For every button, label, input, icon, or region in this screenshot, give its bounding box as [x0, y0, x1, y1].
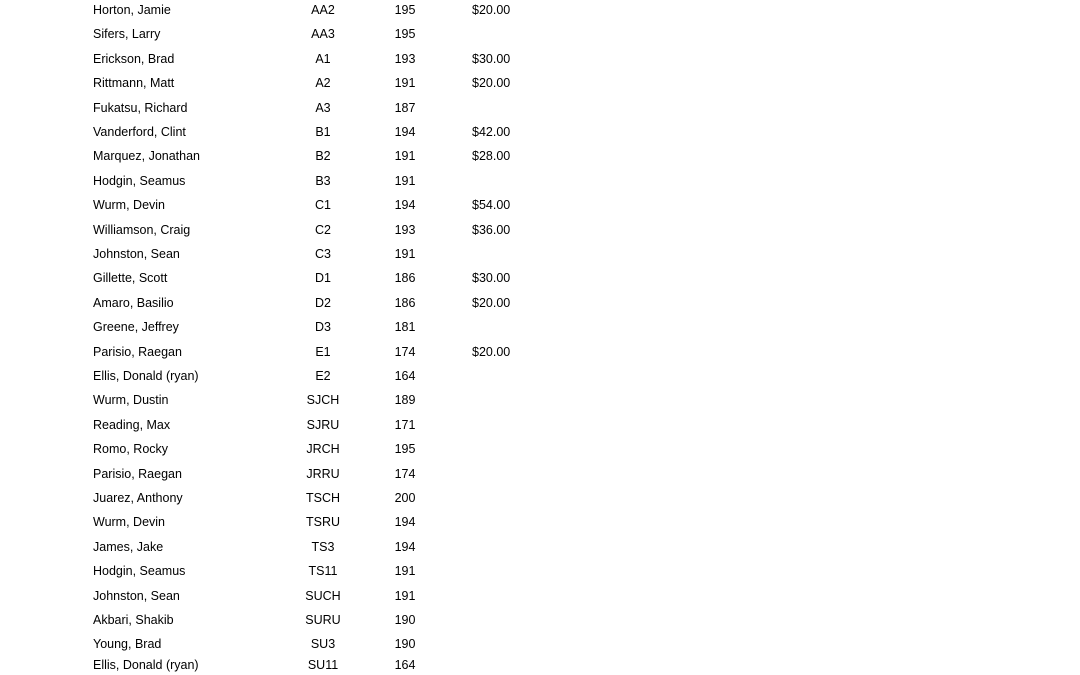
table-row	[0, 268, 1080, 288]
payout: $54.00	[472, 198, 511, 213]
score: 191	[394, 247, 416, 261]
payout	[472, 98, 542, 118]
payout	[472, 537, 542, 557]
table-row	[0, 415, 1080, 435]
score: 191	[394, 564, 416, 579]
shooter-name: Gillette, Scott	[93, 271, 168, 286]
score: 194	[394, 198, 416, 213]
shooter-name: Fukatsu, Richard	[93, 100, 188, 115]
payout	[472, 390, 542, 410]
payout	[472, 366, 542, 386]
shooter-name: Young, Brad	[93, 637, 162, 652]
score: 174	[394, 344, 416, 359]
table-row	[0, 655, 1080, 675]
score: 191	[394, 76, 416, 91]
table-row	[0, 464, 1080, 484]
score: 195	[394, 27, 416, 42]
score: 190	[394, 613, 416, 627]
payout: $20.00	[472, 295, 511, 310]
score: 195	[394, 3, 416, 17]
class-code: SURU	[305, 613, 341, 627]
class-code: B1	[315, 125, 331, 139]
payout: $20.00	[472, 76, 511, 91]
class-code: B3	[315, 173, 331, 188]
table-row	[0, 24, 1080, 44]
payout: $42.00	[472, 125, 511, 139]
score: 189	[394, 393, 416, 408]
shooter-name: Wurm, Devin	[93, 198, 166, 213]
payout	[472, 24, 542, 44]
class-code: A1	[315, 51, 331, 66]
class-code: C2	[315, 222, 331, 237]
class-code: A2	[315, 76, 331, 91]
table-row	[0, 49, 1080, 69]
shooter-name: Hodgin, Seamus	[93, 173, 186, 188]
table-row	[0, 73, 1080, 93]
table-row	[0, 610, 1080, 630]
class-code: B2	[315, 149, 331, 164]
shooter-name: Hodgin, Seamus	[93, 564, 186, 579]
class-code: E1	[315, 344, 331, 359]
table-row	[0, 146, 1080, 166]
score: 186	[394, 271, 416, 286]
class-code: JRCH	[306, 442, 340, 457]
table-row	[0, 0, 1080, 20]
table-row	[0, 293, 1080, 313]
shooter-name: Parisio, Raegan	[93, 344, 182, 359]
payout: $36.00	[472, 222, 511, 237]
table-row	[0, 586, 1080, 606]
score: 193	[394, 222, 416, 237]
score: 171	[394, 417, 416, 432]
class-code: AA3	[311, 27, 335, 42]
shooter-name: Juarez, Anthony	[93, 491, 183, 505]
shooter-name: Williamson, Craig	[93, 222, 191, 237]
shooter-name: Johnston, Sean	[93, 588, 180, 603]
class-code: SJRU	[306, 417, 340, 432]
payout	[472, 586, 542, 606]
payout	[472, 439, 542, 459]
score: 191	[394, 149, 416, 164]
shooter-name: Vanderford, Clint	[93, 125, 186, 139]
payout	[472, 561, 542, 581]
class-code: TS11	[308, 564, 338, 579]
class-code: C1	[315, 198, 331, 213]
score: 164	[394, 658, 416, 672]
shooter-name: James, Jake	[93, 539, 164, 554]
payout: $30.00	[472, 51, 511, 66]
payout	[472, 171, 542, 191]
payout	[472, 512, 542, 532]
class-code: SU3	[310, 637, 336, 652]
score: 194	[394, 125, 416, 139]
score: 181	[394, 320, 416, 335]
shooter-name: Ellis, Donald (ryan)	[93, 369, 199, 383]
class-code: D3	[315, 320, 331, 335]
class-code: TSRU	[305, 515, 341, 530]
table-row	[0, 512, 1080, 532]
payout	[472, 464, 542, 484]
score: 195	[394, 442, 416, 457]
table-row	[0, 366, 1080, 386]
shooter-name: Erickson, Brad	[93, 51, 175, 66]
payout	[472, 415, 542, 435]
table-row	[0, 195, 1080, 215]
score: 187	[394, 100, 416, 115]
table-row	[0, 390, 1080, 410]
shooter-name: Parisio, Raegan	[93, 466, 182, 481]
payout	[472, 610, 542, 630]
table-row	[0, 537, 1080, 557]
class-code: SUCH	[305, 588, 341, 603]
score: 191	[394, 588, 416, 603]
shooter-name: Horton, Jamie	[93, 3, 171, 17]
shooter-name: Romo, Rocky	[93, 442, 169, 457]
shooter-name: Akbari, Shakib	[93, 613, 174, 627]
class-code: A3	[315, 100, 331, 115]
shooter-name: Wurm, Dustin	[93, 393, 169, 408]
shooter-name: Greene, Jeffrey	[93, 320, 179, 335]
class-code: E2	[315, 369, 331, 383]
score: 200	[394, 491, 416, 505]
class-code: TS3	[311, 539, 335, 554]
payout	[472, 655, 542, 675]
payout	[472, 634, 542, 654]
shooter-name: Reading, Max	[93, 417, 171, 432]
score: 164	[394, 369, 416, 383]
table-row	[0, 122, 1080, 142]
score: 194	[394, 539, 416, 554]
shooter-name: Sifers, Larry	[93, 27, 161, 42]
class-code: C3	[315, 247, 331, 261]
shooter-name: Marquez, Jonathan	[93, 149, 201, 164]
class-code: JRRU	[306, 466, 340, 481]
table-row	[0, 171, 1080, 191]
table-row	[0, 244, 1080, 264]
table-row	[0, 561, 1080, 581]
class-code: AA2	[311, 3, 335, 17]
shooter-name: Rittmann, Matt	[93, 76, 175, 91]
payout: $28.00	[472, 149, 511, 164]
payout	[472, 488, 542, 508]
table-row	[0, 488, 1080, 508]
class-code: SU11	[307, 658, 339, 672]
class-code: TSCH	[305, 491, 341, 505]
table-row	[0, 634, 1080, 654]
table-row	[0, 439, 1080, 459]
score: 190	[394, 637, 416, 652]
class-code: D1	[315, 271, 331, 286]
payout: $20.00	[472, 344, 511, 359]
score: 174	[394, 466, 416, 481]
payout: $20.00	[472, 3, 511, 17]
score: 186	[394, 295, 416, 310]
payout	[472, 317, 542, 337]
table-row	[0, 342, 1080, 362]
table-row	[0, 317, 1080, 337]
class-code: D2	[315, 295, 331, 310]
table-row	[0, 220, 1080, 240]
payout: $30.00	[472, 271, 511, 286]
class-code: SJCH	[306, 393, 340, 408]
score: 191	[394, 173, 416, 188]
shooter-name: Amaro, Basilio	[93, 295, 174, 310]
score: 194	[394, 515, 416, 530]
table-row	[0, 98, 1080, 118]
payout	[472, 244, 542, 264]
score: 193	[394, 51, 416, 66]
shooter-name: Wurm, Devin	[93, 515, 166, 530]
shooter-name: Ellis, Donald (ryan)	[93, 658, 199, 672]
shooter-name: Johnston, Sean	[93, 247, 180, 261]
